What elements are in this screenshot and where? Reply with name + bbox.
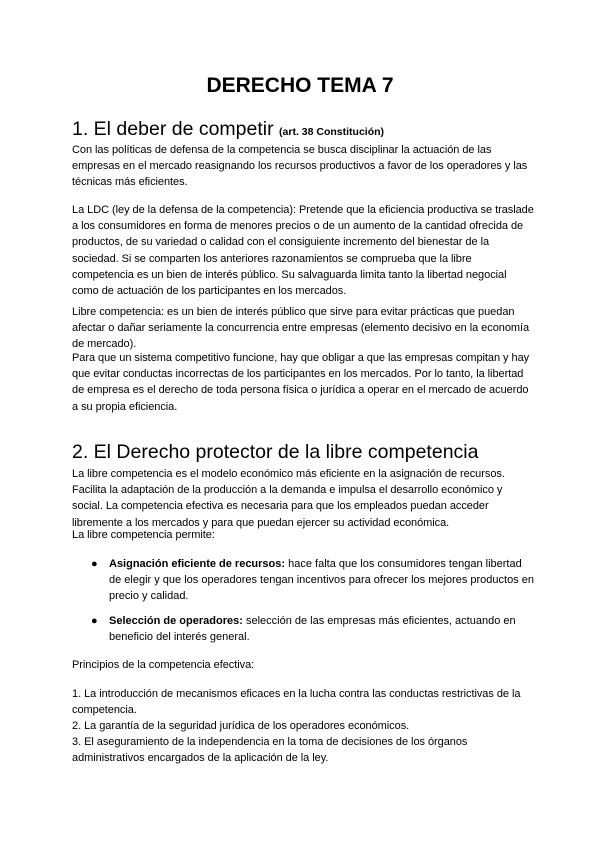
page-title: DERECHO TEMA 7 (206, 74, 394, 97)
list-item-text: hace falta que los consumidores tengan libertad de elegir y que los operadores tengan incentivos para ofrecer los mejores productos en precio y calidad. (109, 558, 534, 603)
section-1-paragraph-4: Para que un sistema competitivo funcione, hay que obligar a que las empresas compitan y hay que evitar conductas incorrectas de los participantes en los mercados. Por lo tanto, la libertad de empresa es el derecho de toda persona física o jurídica a operar en el mercado de acuerdo a su propia eficiencia. (72, 352, 530, 413)
principle-3: 3. El aseguramiento de la independencia en la toma de decisiones de los órganos administrativos encargados de la aplicación de la ley. (72, 736, 468, 765)
principles-title: Principios de la competencia efectiva: (72, 659, 255, 671)
section-2-heading: 2. El Derecho protector de la libre competencia (72, 441, 479, 463)
benefits-list (72, 556, 534, 605)
list-item-label: Asignación eficiente de recursos: (109, 558, 286, 570)
section-1-heading-note: (art. 38 Constitución) (279, 126, 385, 138)
list-item (72, 613, 534, 645)
bullet-icon: ● (91, 558, 98, 570)
section-1-paragraph-1: Con las políticas de defensa de la competencia se busca disciplinar la actuación de las empresas en el mercado reasignando los recursos productivos a favor de los operadores y las técnicas más eficientes. (72, 144, 528, 189)
section-1-heading-text: 1. El deber de competir (72, 118, 274, 140)
section-2-paragraph-1: La libre competencia es el modelo económico más eficiente en la asignación de recursos. Facilita la adaptación de la producción a la demanda e impulsa el desarrollo económico y social. La competencia efectiva es necesaria para que los empleados puedan acceder libremente a los mercados y para que puedan ejercer su actividad económica. (72, 468, 505, 529)
bullet-icon: ● (91, 615, 98, 627)
section-2-paragraph-2: La libre competencia permite: (72, 529, 215, 541)
section-1-heading (72, 118, 540, 143)
principle-2: 2. La garantía de la seguridad jurídica de los operadores económicos. (72, 720, 410, 732)
list-item-label: Selección de operadores: (109, 615, 243, 627)
principle-1: 1. La introducción de mecanismos eficaces en la lucha contra las conductas restrictivas de la competencia. (72, 688, 521, 717)
benefits-list-2 (72, 613, 534, 645)
list-item (72, 556, 534, 605)
section-1-paragraph-2: La LDC (ley de la defensa de la competencia): Pretende que la eficiencia productiva se traslade a los consumidores en forma de menores precios o de un aumento de la cantidad ofrecida de productos, de su variedad o calidad con el consiguiente incremento del bienestar de la sociedad. Si se comparten los anteriores razonamientos se comprueba que la libre competencia es un bien de interés público. Su salvaguarda limita tanto la libertad negocial como de actuación de los participantes en los mercados. (72, 204, 534, 298)
section-1-paragraph-3: Libre competencia: es un bien de interés público que sirve para evitar prácticas que puedan afectar o dañar seriamente la concurrencia entre empresas (elemento decisivo en la economía de mercado). (72, 306, 530, 351)
list-item-text: selección de las empresas más eficientes, actuando en beneficio del interés general. (109, 615, 516, 644)
